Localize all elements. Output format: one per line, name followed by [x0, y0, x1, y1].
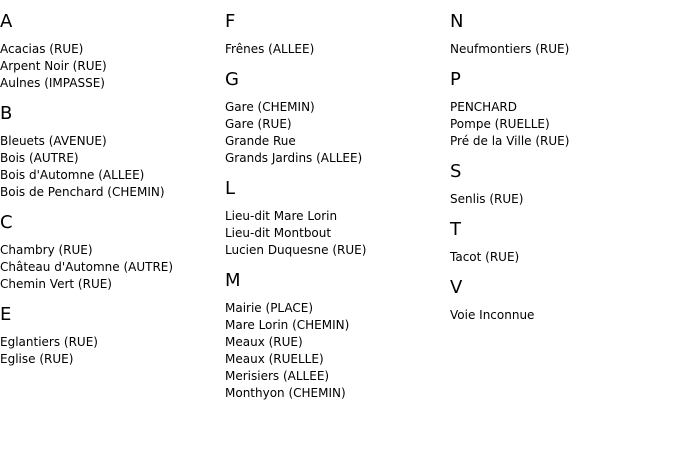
street-list: [0, 33, 220, 92]
letter-group-v: [450, 266, 670, 324]
letter-group-e: [0, 293, 220, 368]
street-index-column-1: [0, 0, 220, 368]
street-item[interactable]: Gare (CHEMIN): [225, 100, 315, 114]
street-list: [225, 200, 445, 259]
street-item[interactable]: Grands Jardins (ALLEE): [225, 151, 363, 165]
street-item[interactable]: Lieu-dit Mare Lorin: [225, 209, 338, 223]
street-item[interactable]: Frênes (ALLEE): [225, 42, 315, 56]
street-item[interactable]: Bois (AUTRE): [0, 151, 79, 165]
street-item[interactable]: Pompe (RUELLE): [450, 117, 550, 131]
street-index-column-3: [450, 0, 670, 324]
street-item[interactable]: Tacot (RUE): [450, 250, 520, 264]
letter-heading: T: [450, 219, 461, 240]
letter-heading: N: [450, 11, 464, 32]
letter-heading: C: [0, 212, 13, 233]
street-item[interactable]: Bleuets (AVENUE): [0, 134, 107, 148]
letter-heading: V: [450, 277, 463, 298]
street-list: [225, 292, 445, 402]
letter-heading: B: [0, 103, 13, 124]
letter-heading: L: [225, 178, 236, 199]
street-item[interactable]: PENCHARD: [450, 100, 517, 114]
street-item[interactable]: Merisiers (ALLEE): [225, 369, 330, 383]
letter-group-f: [225, 0, 445, 58]
street-list: [225, 91, 445, 167]
street-item[interactable]: Meaux (RUE): [225, 335, 303, 349]
letter-group-n: [450, 0, 670, 58]
letter-group-g: [225, 58, 445, 167]
street-item[interactable]: Pré de la Ville (RUE): [450, 134, 570, 148]
street-item[interactable]: Lieu-dit Montbout: [225, 226, 332, 240]
street-item[interactable]: Mairie (PLACE): [225, 301, 314, 315]
letter-group-p: [450, 58, 670, 150]
street-item[interactable]: Aulnes (IMPASSE): [0, 76, 105, 90]
letter-heading: F: [225, 11, 236, 32]
street-list: [450, 183, 670, 208]
street-list: [0, 234, 220, 293]
letter-group-c: [0, 201, 220, 293]
street-index-column-2: [225, 0, 445, 402]
street-list: [450, 91, 670, 150]
street-item[interactable]: Bois d'Automne (ALLEE): [0, 168, 145, 182]
street-item[interactable]: Eglise (RUE): [0, 352, 74, 366]
street-item[interactable]: Arpent Noir (RUE): [0, 59, 107, 73]
street-item[interactable]: Lucien Duquesne (RUE): [225, 243, 367, 257]
street-item[interactable]: Bois de Penchard (CHEMIN): [0, 185, 165, 199]
street-list: [450, 299, 670, 324]
street-list: [450, 33, 670, 58]
street-list: [0, 125, 220, 201]
street-item[interactable]: Mare Lorin (CHEMIN): [225, 318, 350, 332]
street-item[interactable]: Gare (RUE): [225, 117, 292, 131]
street-item[interactable]: Voie Inconnue: [450, 308, 535, 322]
letter-group-t: [450, 208, 670, 266]
street-item[interactable]: Meaux (RUELLE): [225, 352, 324, 366]
letter-heading: A: [0, 11, 13, 32]
letter-group-s: [450, 150, 670, 208]
street-item[interactable]: Grande Rue: [225, 134, 296, 148]
street-item[interactable]: Chambry (RUE): [0, 243, 93, 257]
letter-group-b: [0, 92, 220, 201]
letter-heading: G: [225, 69, 239, 90]
street-list: [0, 326, 220, 368]
street-item[interactable]: Château d'Automne (AUTRE): [0, 260, 174, 274]
street-item[interactable]: Eglantiers (RUE): [0, 335, 98, 349]
letter-heading: M: [225, 270, 241, 291]
street-list: [450, 241, 670, 266]
street-item[interactable]: Monthyon (CHEMIN): [225, 386, 346, 400]
letter-group-m: [225, 259, 445, 402]
letter-heading: S: [450, 161, 462, 182]
street-item[interactable]: Chemin Vert (RUE): [0, 277, 112, 291]
letter-group-a: [0, 0, 220, 92]
letter-heading: P: [450, 69, 461, 90]
letter-heading: E: [0, 304, 12, 325]
street-list: [225, 33, 445, 58]
street-item[interactable]: Acacias (RUE): [0, 42, 84, 56]
street-item[interactable]: Neufmontiers (RUE): [450, 42, 570, 56]
letter-group-l: [225, 167, 445, 259]
street-item[interactable]: Senlis (RUE): [450, 192, 524, 206]
